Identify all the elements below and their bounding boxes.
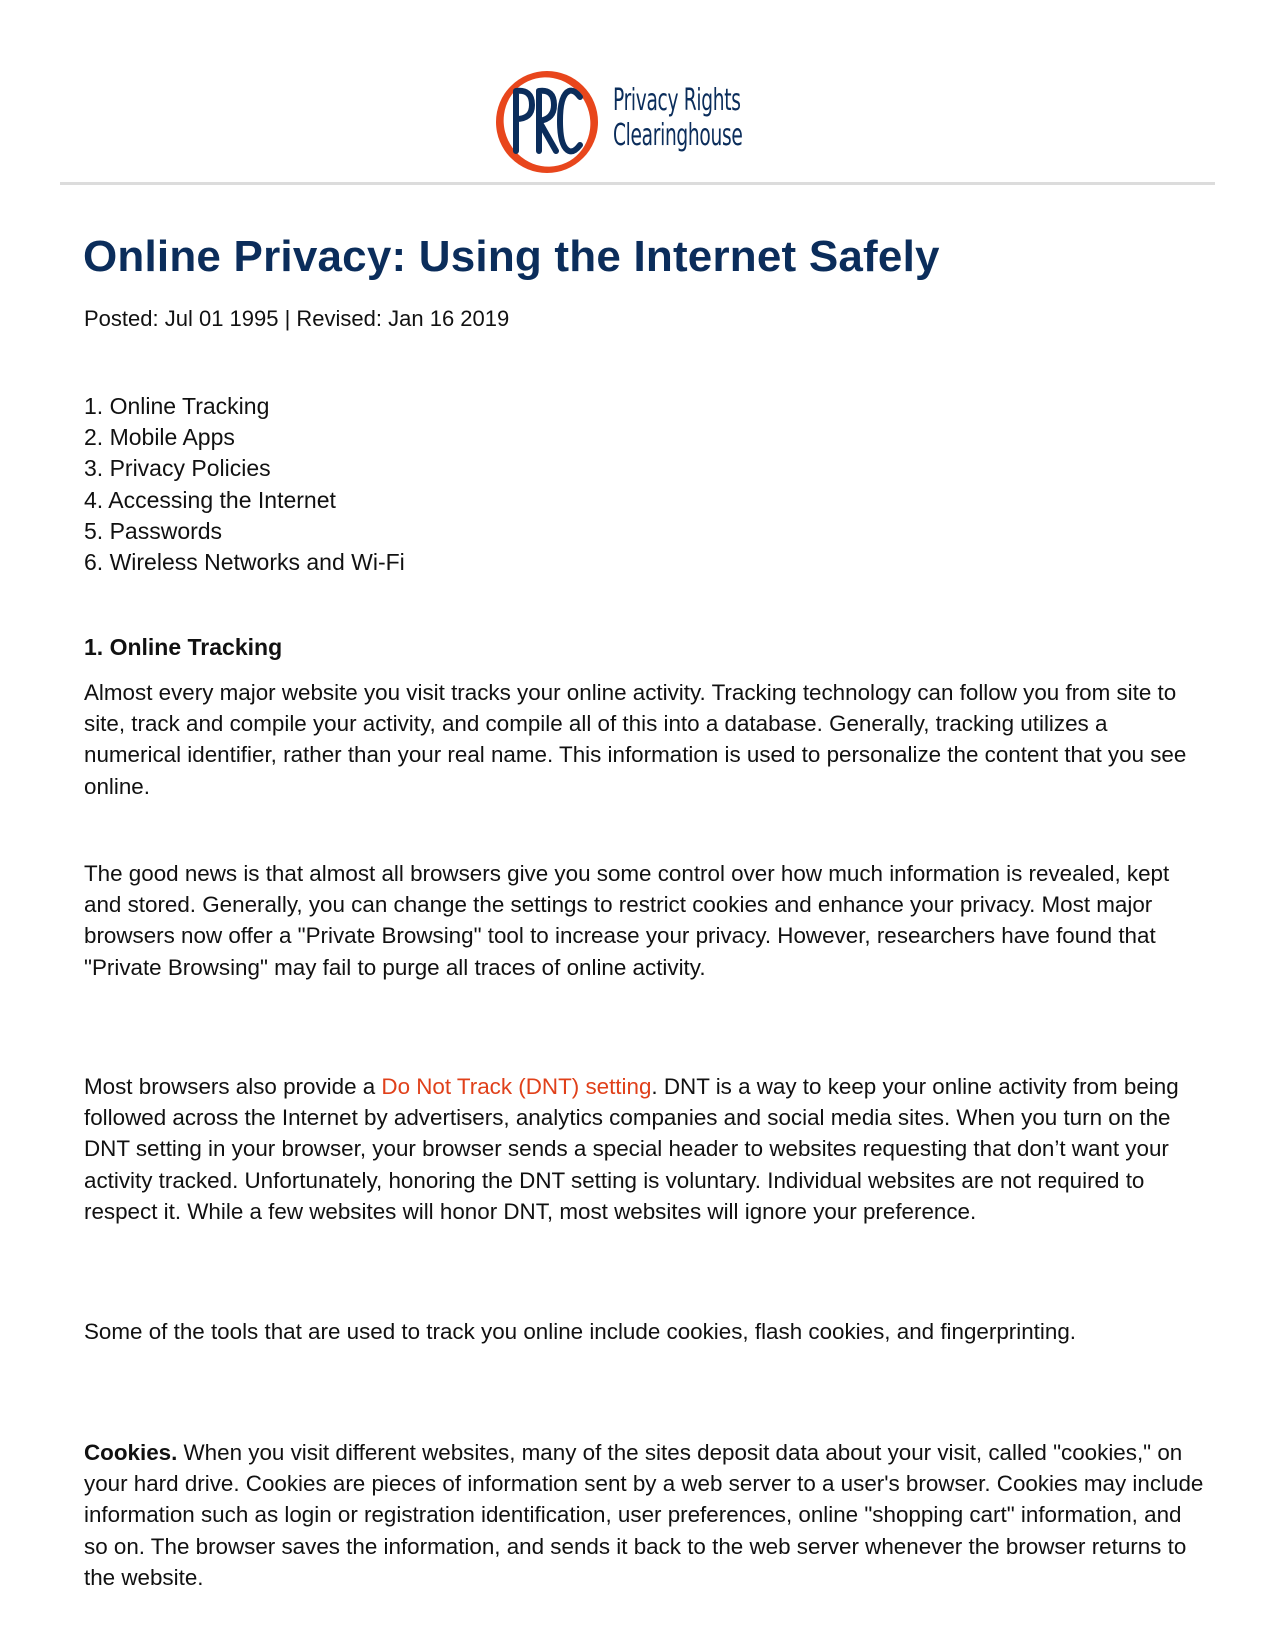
post-dates: Posted: Jul 01 1995 | Revised: Jan 16 2019 — [84, 306, 510, 331]
table-of-contents — [84, 391, 405, 578]
logo-line-1: Privacy Rights — [613, 83, 741, 118]
toc-item-online-tracking: 1. Online Tracking — [84, 393, 270, 419]
paragraph-browser-controls: The good news is that almost all browsers give you some control over how much information is revealed, kept and stored. Generally, you can change the settings to restrict cookies and enhance your privacy. Most major browsers now offer a "Private Browsing" tool to increase your privacy. However, researchers have found that "Private Browsing" may fail to purge all traces of online activity. — [84, 861, 1170, 980]
toc-item-wireless-networks: 6. Wireless Networks and Wi-Fi — [84, 549, 405, 576]
toc-item-privacy-policies: 3. Privacy Policies — [84, 455, 271, 482]
dnt-text-after: . DNT is a way to keep your online activity from being followed across the Internet by advertisers, analytics companies and social media sites. When you turn on the DNT setting in your browser, your browser sends a special header to websites requesting that don’t want your activity tracked. Unfortunately, honoring the DNT setting is voluntary. Individual websites are not required to respect it. While a few websites will honor DNT, most websites will ignore your preference. — [84, 1074, 1179, 1224]
logo-line-2: Clearinghouse — [613, 118, 743, 153]
cookies-description: When you visit different websites, many of the sites deposit data about your visit, called "cookies," on your hard drive. Cookies are pieces of information sent by a web server to a user's browser. Cookies may include information such as login or registration identification, user preferences, online "shopping cart" information, and so on. The browser saves the information, and sends it back to the web server whenever the browser returns to the website. — [84, 1440, 1204, 1590]
toc-item-accessing-internet: 4. Accessing the Internet — [84, 486, 336, 513]
prc-logo-emblem — [494, 69, 600, 175]
section-heading-online-tracking: 1. Online Tracking — [84, 634, 283, 660]
paragraph-do-not-track — [84, 1071, 1204, 1227]
dnt-setting-link[interactable]: Do Not Track (DNT) setting — [381, 1074, 652, 1099]
page-title: Online Privacy: Using the Internet Safely — [83, 232, 940, 281]
toc-item-passwords: 5. Passwords — [84, 517, 223, 544]
prc-logo — [494, 69, 774, 175]
paragraph-tracking-tools: Some of the tools that are used to track you online include cookies, flash cookies, and fingerprinting. — [84, 1319, 1076, 1344]
toc-item-mobile-apps: 2. Mobile Apps — [84, 424, 235, 451]
dnt-text-before: Most browsers also provide a — [84, 1074, 382, 1099]
paragraph-tracking-intro: Almost every major website you visit tracks your online activity. Tracking technology can follow you from site to site, track and compile your activity, and compile all of this into a database. Generally, tracking utilizes a numerical identifier, rather than your real name. This information is used to personalize the content that you see online. — [84, 680, 1187, 799]
header-divider — [60, 182, 1215, 185]
cookies-term: Cookies. — [84, 1440, 178, 1465]
paragraph-cookies — [84, 1437, 1204, 1593]
logo-wordmark — [613, 83, 742, 153]
